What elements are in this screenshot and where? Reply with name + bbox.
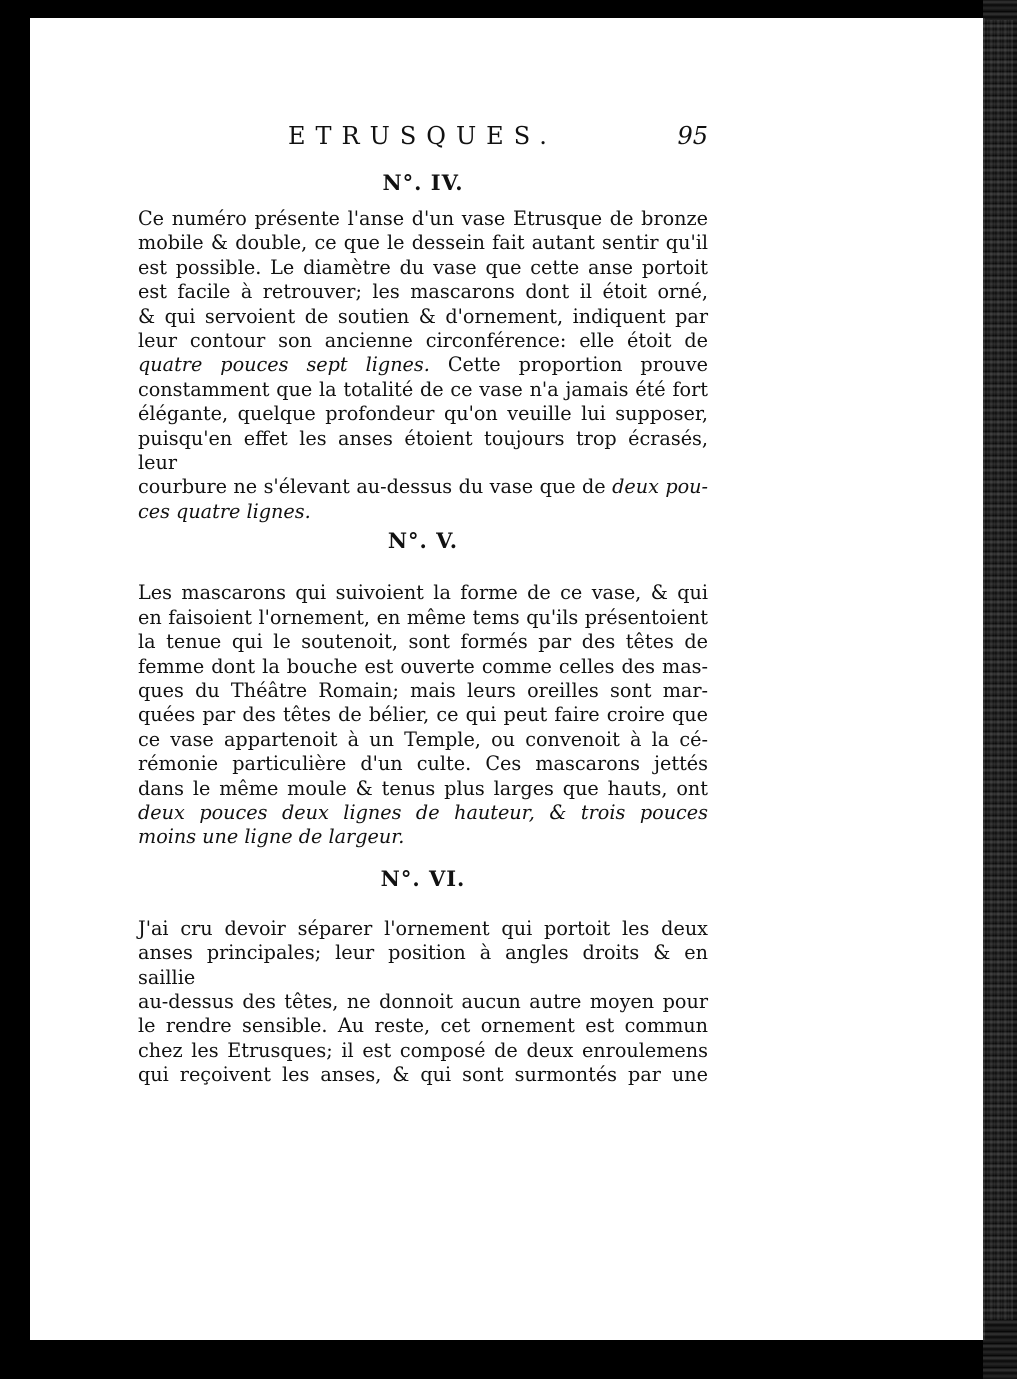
- text-line: Les mascarons qui suivoient la forme de ce vase, & qui: [138, 581, 708, 605]
- text-line: & qui servoient de soutien & d'ornement, indiquent par: [138, 304, 708, 328]
- text-fragment: courbure ne s'élevant au-dessus du vase que de: [138, 475, 613, 499]
- text-line: qui reçoivent les anses, & qui sont surmontés par une: [138, 1063, 708, 1087]
- text-line: Ce numéro présente l'anse d'un vase Etrusque de bronze: [138, 207, 708, 230]
- text-line: mobile & double, ce que le dessein fait autant sentir qu'il: [138, 231, 708, 255]
- section-heading-iv: N°. IV.: [382, 170, 464, 195]
- text-line: ques du Théâtre Romain; mais leurs oreilles sont mar-: [138, 678, 708, 702]
- page-text: [138, 122, 708, 1088]
- text-line: femme dont la bouche est ouverte comme celles des mas-: [138, 654, 708, 678]
- text-line: [138, 353, 708, 377]
- section-heading-v: N°. V.: [387, 528, 459, 554]
- paragraph-iv: [138, 207, 708, 524]
- text-fragment: Cette proportion prouve: [429, 353, 708, 377]
- running-title: ETRUSQUES.: [288, 122, 557, 150]
- text-line: le rendre sensible. Au reste, cet ornement est commun: [138, 1014, 708, 1038]
- scanned-edge: [983, 0, 1017, 1379]
- text-line: moins une ligne de largeur.: [138, 825, 405, 849]
- text-line: ce vase appartenoit à un Temple, ou convenoit à la cé-: [138, 727, 708, 751]
- text-line: est possible. Le diamètre du vase que cette anse portoit: [138, 255, 708, 279]
- text-line: ces quatre lignes.: [138, 499, 311, 523]
- page-number: 95: [677, 122, 708, 150]
- paragraph-vi: [138, 917, 708, 1088]
- text-line: J'ai cru devoir séparer l'ornement qui portoit les deux: [138, 916, 708, 940]
- text-line: est facile à retrouver; les mascarons dont il étoit orné,: [138, 280, 708, 304]
- text-line: en faisoient l'ornement, en même tems qu'ils présentoient: [138, 605, 708, 629]
- text-line: au-dessus des têtes, ne donnoit aucun autre moyen pour: [138, 989, 708, 1013]
- text-line: [138, 475, 708, 499]
- text-line: élégante, quelque profondeur qu'on veuille lui supposer,: [138, 402, 708, 426]
- text-line: rémonie particulière d'un culte. Ces mascarons jettés: [138, 752, 708, 776]
- text-line: puisqu'en effet les anses étoient toujours trop écrasés, leur: [138, 426, 708, 475]
- italic-measure: deux pou-: [612, 475, 709, 499]
- section-heading-vi: N°. VI.: [380, 865, 466, 891]
- paragraph-v: [138, 581, 708, 849]
- text-line: anses principales; leur position à angles droits & en saillie: [138, 941, 708, 989]
- running-head: [138, 122, 708, 162]
- italic-measure: quatre pouces sept lignes.: [138, 353, 430, 377]
- text-line: deux pouces deux lignes de hauteur, & trois pouces: [138, 800, 708, 824]
- text-line: dans le même moule & tenus plus larges que hauts, ont: [138, 776, 708, 800]
- text-line: chez les Etrusques; il est composé de deux enroulemens: [138, 1038, 708, 1062]
- text-line: la tenue qui le soutenoit, sont formés par des têtes de: [138, 630, 708, 654]
- text-line: leur contour son ancienne circonférence: elle étoit de: [138, 329, 708, 353]
- text-line: constamment que la totalité de ce vase n'a jamais été fort: [138, 377, 708, 401]
- text-line: quées par des têtes de bélier, ce qui peut faire croire que: [138, 703, 708, 727]
